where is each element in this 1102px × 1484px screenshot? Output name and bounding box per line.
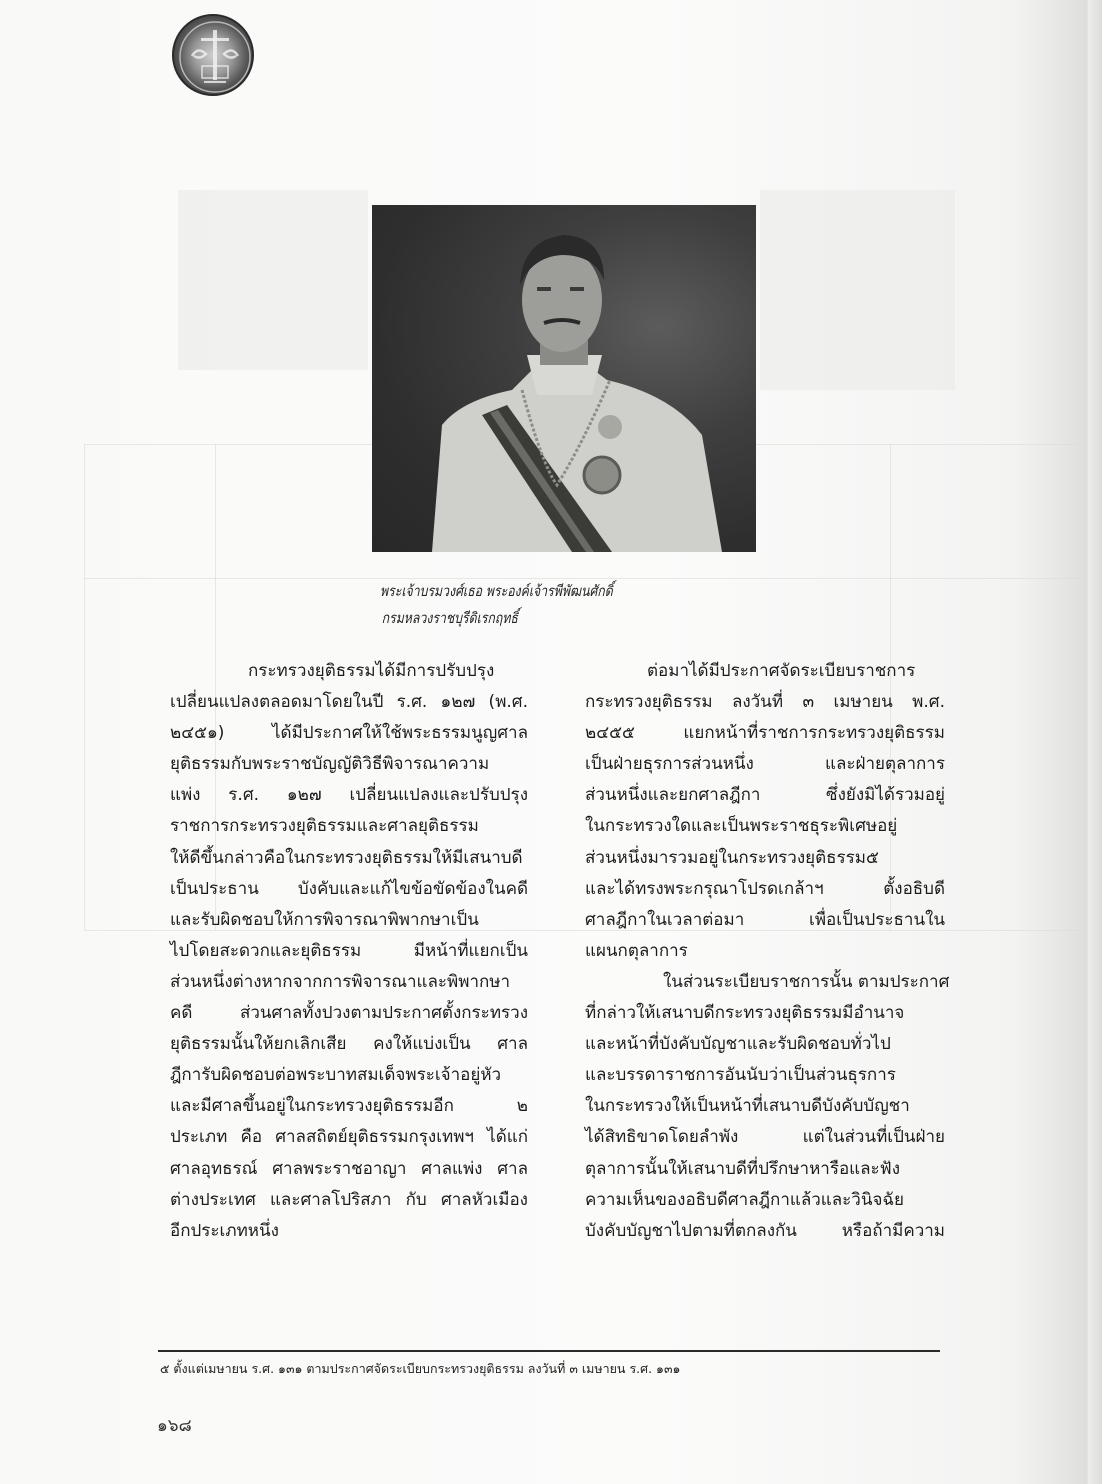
text-line: กระทรวงยุติธรรมได้มีการปรับปรุง bbox=[248, 661, 495, 681]
footnote: ๕ ตั้งแต่เมษายน ร.ศ. ๑๓๑ ตามประกาศจัดระเบียบกระทรวงยุติธรรม ลงวันที่ ๓ เมษายน ร.ศ. ๑๓๑ bbox=[160, 1361, 681, 1376]
text-line: บังคับบัญชาไปตามที่ตกลงกัน หรือถ้ามีความ bbox=[585, 1220, 945, 1241]
text-line: ประเภท คือ ศาลสถิตย์ยุติธรรมกรุงเทพฯ ได้แก่ bbox=[170, 1127, 528, 1148]
text-line: เป็นประธาน บังคับและแก้ไขข้อขัดข้องในคดี bbox=[170, 878, 528, 899]
bleed-through-text-block bbox=[760, 190, 955, 390]
text-line: ความเห็นของอธิบดีศาลฎีกาแล้วและวินิจฉัย bbox=[585, 1189, 904, 1210]
text-line: ได้สิทธิขาดโดยลำพัง แต่ในส่วนที่เป็นฝ่าย bbox=[585, 1127, 945, 1148]
text-line: ส่วนหนึ่งต่างหากจากการพิจารณาและพิพากษา bbox=[170, 971, 511, 992]
text-line: เปลี่ยนแปลงตลอดมาโดยในปี ร.ศ. ๑๒๗ (พ.ศ. bbox=[170, 692, 528, 713]
portrait-photo bbox=[372, 205, 756, 552]
text-line: ในส่วนระเบียบราชการนั้น ตามประกาศ bbox=[663, 971, 950, 992]
text-line: ฎีการับผิดชอบต่อพระบาทสมเด็จพระเจ้าอยู่หัว bbox=[170, 1065, 502, 1086]
caption-line: พระเจ้าบรมวงศ์เธอ พระองค์เจ้ารพีพัฒนศักดิ์ bbox=[380, 582, 613, 600]
text-line: ต่อมาได้มีประกาศจัดระเบียบราชการ bbox=[647, 661, 916, 681]
text-line: กระทรวงยุติธรรม ลงวันที่ ๓ เมษายน พ.ศ. bbox=[585, 692, 945, 713]
text-line: ๒๔๕๕ แยกหน้าที่ราชการกระทรวงยุติธรรม bbox=[585, 723, 945, 744]
text-line: แพ่ง ร.ศ. ๑๒๗ เปลี่ยนแปลงและปรับปรุง bbox=[170, 785, 528, 806]
text-line: ยุติธรรมนั้นให้ยกเลิกเสีย คงให้แบ่งเป็น ศาล bbox=[170, 1034, 528, 1055]
caption-line: กรมหลวงราชบุรีดิเรกฤทธิ์ bbox=[381, 609, 518, 627]
text-line: เป็นฝ่ายธุรการส่วนหนึ่ง และฝ่ายตุลาการ bbox=[585, 754, 945, 775]
text-line: ต่างประเทศ และศาลโปริสภา กับ ศาลหัวเมือง bbox=[170, 1189, 528, 1210]
text-line: อีกประเภทหนึ่ง bbox=[170, 1220, 279, 1241]
text-line: ในกระทรวงให้เป็นหน้าที่เสนาบดีบังคับบัญชา bbox=[585, 1096, 910, 1117]
text-line: ตุลาการนั้นให้เสนาบดีที่ปรึกษาหารือและฟัง bbox=[585, 1158, 901, 1179]
court-seal-emblem-icon bbox=[172, 14, 254, 96]
text-line: ๒๔๕๑) ได้มีประกาศให้ใช้พระธรรมนูญศาล bbox=[170, 723, 528, 744]
page-edge-shadow bbox=[1087, 0, 1102, 1484]
text-line: ส่วนหนึ่งและยกศาลฎีกา ซึ่งยังมิได้รวมอยู่ bbox=[585, 785, 945, 806]
bleed-through-text-block bbox=[178, 190, 368, 370]
text-line: คดี ส่วนศาลทั้งปวงตามประกาศตั้งกระทรวง bbox=[170, 1003, 528, 1024]
text-line: แผนกตุลาการ bbox=[585, 940, 688, 961]
text-line: ยุติธรรมกับพระราชบัญญัติวิธีพิจารณาความ bbox=[170, 754, 490, 775]
text-line: และบรรดาราชการอันนับว่าเป็นส่วนธุรการ bbox=[585, 1065, 896, 1086]
text-line: ราชการกระทรวงยุติธรรมและศาลยุติธรรม bbox=[170, 816, 479, 837]
text-line: ที่กล่าวให้เสนาบดีกระทรวงยุติธรรมมีอำนาจ bbox=[585, 1003, 905, 1024]
photo-caption bbox=[380, 578, 675, 632]
text-line: และมีศาลขึ้นอยู่ในกระทรวงยุติธรรมอีก ๒ bbox=[170, 1096, 528, 1117]
text-line: ศาลอุทธรณ์ ศาลพระราชอาญา ศาลแพ่ง ศาล bbox=[170, 1158, 528, 1179]
page-number: ๑๖๘ bbox=[157, 1416, 192, 1436]
bleed-through-table-line bbox=[84, 444, 85, 930]
text-line: ไปโดยสะดวกและยุติธรรม มีหน้าที่แยกเป็น bbox=[170, 940, 528, 961]
text-line: ศาลฎีกาในเวลาต่อมา เพื่อเป็นประธานใน bbox=[585, 909, 945, 930]
footnote-ref-line: ส่วนหนึ่งมารวมอยู่ในกระทรวงยุติธรรม๕ bbox=[585, 847, 879, 868]
footnote-divider bbox=[158, 1350, 940, 1352]
body-text-left-column bbox=[170, 656, 528, 1247]
text-line: และได้ทรงพระกรุณาโปรดเกล้าฯ ตั้งอธิบดี bbox=[585, 878, 945, 899]
text-line: และหน้าที่บังคับบัญชาและรับผิดชอบทั่วไป bbox=[585, 1034, 891, 1055]
text-line: ให้ดีขึ้นกล่าวคือในกระทรวงยุติธรรมให้มีเสนาบดี bbox=[170, 847, 523, 868]
body-text-right-column bbox=[585, 656, 950, 1247]
text-line: ในกระทรวงใดและเป็นพระราชธุระพิเศษอยู่ bbox=[585, 816, 898, 837]
text-line: และรับผิดชอบให้การพิจารณาพิพากษาเป็น bbox=[170, 909, 479, 930]
